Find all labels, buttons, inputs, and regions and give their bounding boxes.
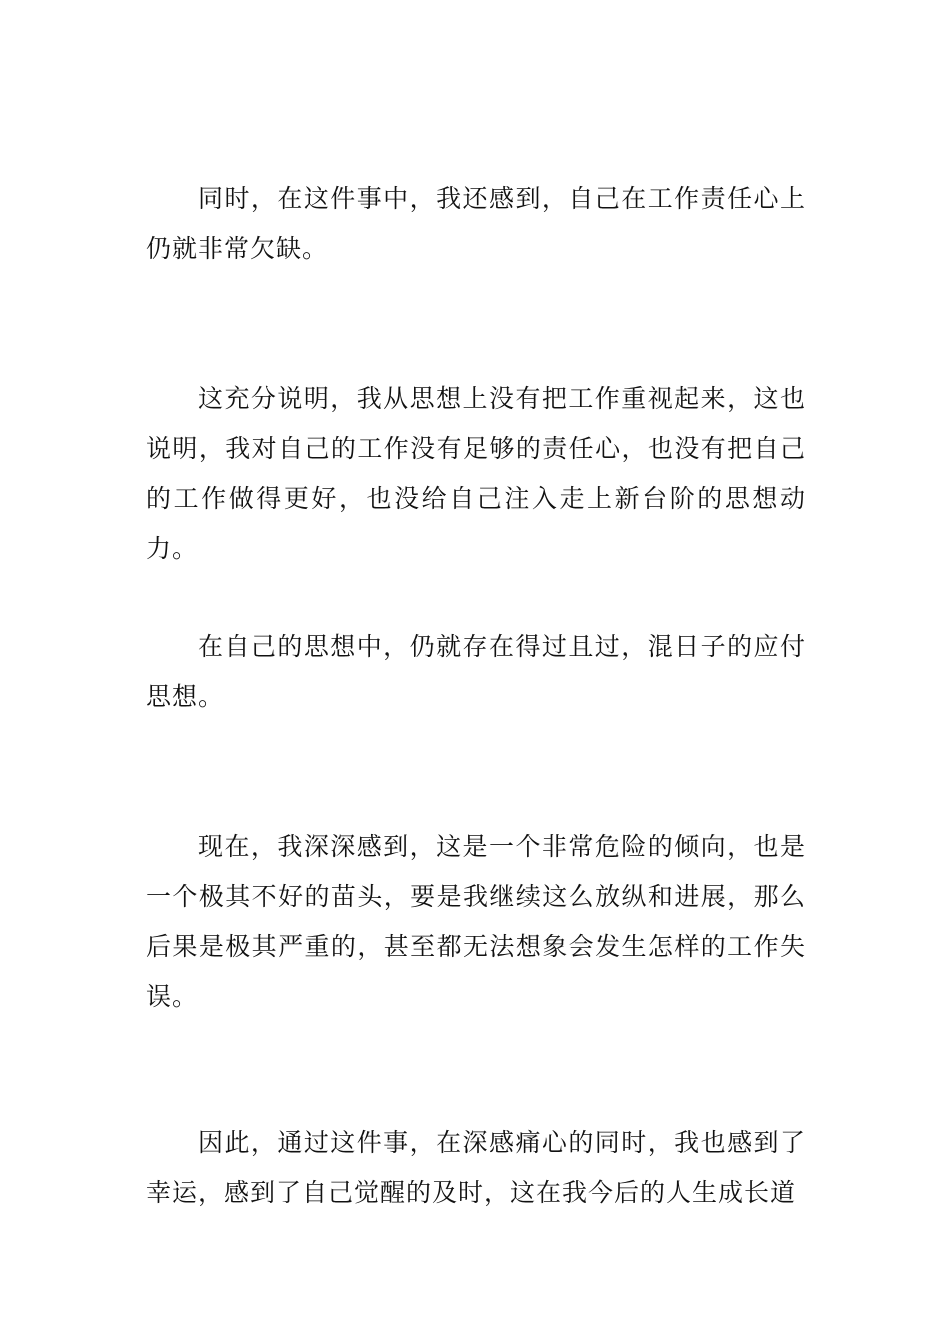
paragraph: 同时，在这件事中，我还感到，自己在工作责任心上仍就非常欠缺。: [146, 184, 806, 263]
paragraph: 因此，通过这件事，在深感痛心的同时，我也感到了幸运，感到了自己觉醒的及时，这在我今后的人生成长道: [146, 1128, 806, 1207]
paragraph: 这充分说明，我从思想上没有把工作重视起来，这也说明，我对自己的工作没有足够的责任心，也没有把自己的工作做得更好，也没给自己注入走上新台阶的思想动力。: [146, 384, 806, 563]
paragraph: 在自己的思想中，仍就存在得过且过，混日子的应付思想。: [146, 632, 806, 711]
paragraph: 现在，我深深感到，这是一个非常危险的倾向，也是一个极其不好的苗头，要是我继续这么放纵和进展，那么后果是极其严重的，甚至都无法想象会发生怎样的工作失误。: [146, 832, 806, 1011]
